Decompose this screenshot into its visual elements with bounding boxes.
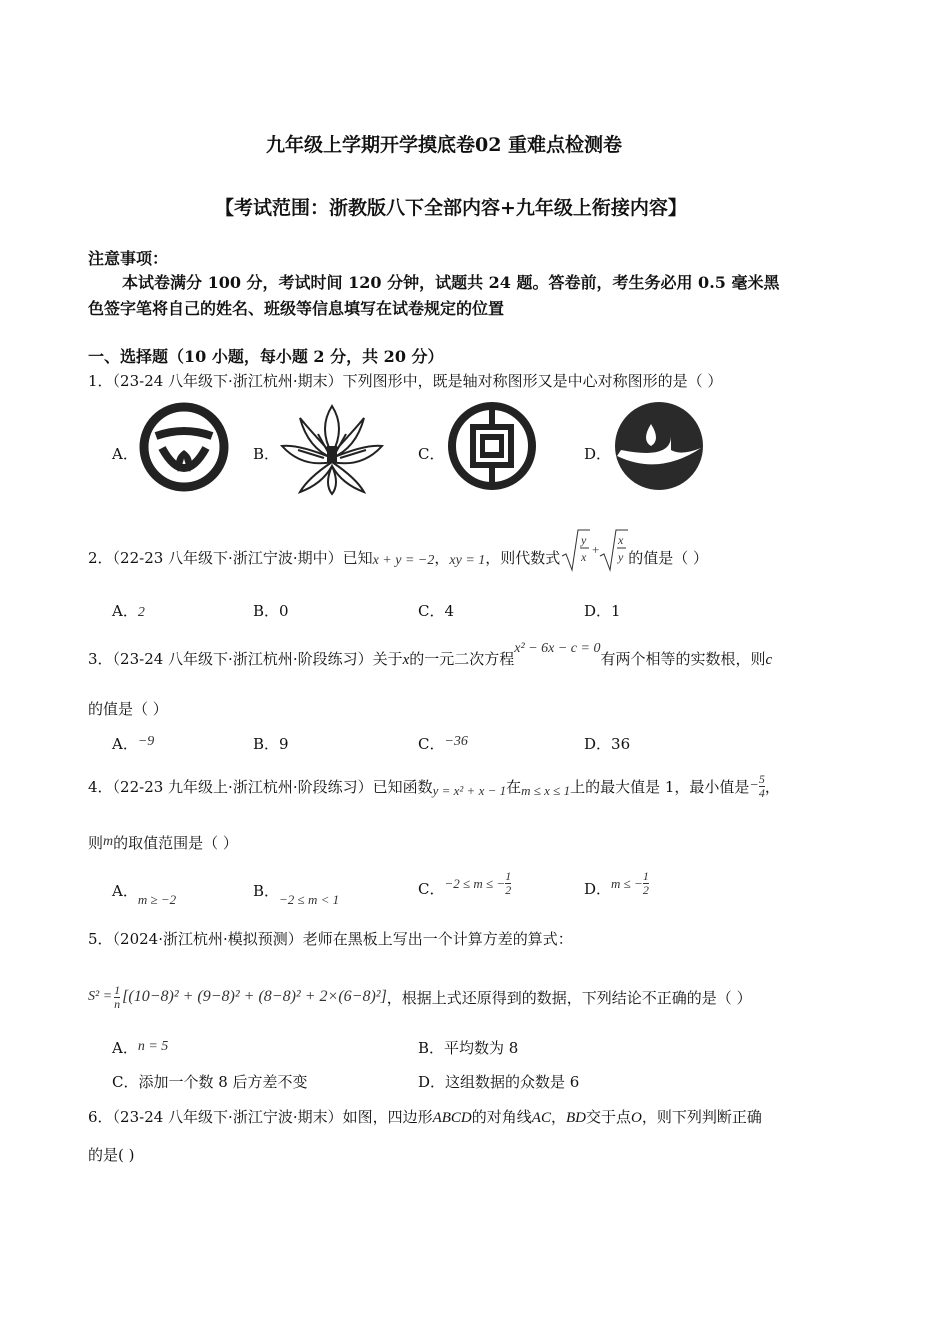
question-6-line bbox=[88, 1106, 762, 1127]
q4-option-b-value: −2 ≤ m < 1 bbox=[279, 892, 340, 907]
q5-formula-body: [(10−8)² + (9−8)² + (8−8)² + 2×(6−8)²] bbox=[122, 988, 387, 1005]
notice-line-1: 本试卷满分 100 分，考试时间 120 分钟，试题共 24 题。答卷前，考生务必用 0.5 毫米黑 bbox=[122, 273, 780, 292]
q4-in: 在 bbox=[506, 777, 522, 796]
q4-end: ， bbox=[764, 777, 780, 796]
q5-option-c: C．添加一个数 8 后方差不变 bbox=[112, 1073, 308, 1091]
q1-option-b-label: B． bbox=[253, 445, 280, 463]
bank-logo-icon bbox=[445, 400, 539, 492]
q2-option-d: D．1 bbox=[584, 602, 621, 620]
q3-line-2: 的值是（ ） bbox=[88, 700, 168, 718]
q4-option-a bbox=[112, 880, 177, 907]
q3-option-c-value: −36 bbox=[444, 734, 468, 749]
q6-bd: BD bbox=[565, 1110, 586, 1126]
q4-line2-b: 的取值范围是（ ） bbox=[113, 834, 238, 852]
q5-option-d: D．这组数据的众数是 6 bbox=[418, 1073, 580, 1091]
q3-option-a bbox=[112, 733, 154, 754]
q1-option-d-label: D． bbox=[584, 445, 612, 463]
q4-range: m ≤ x ≤ 1 bbox=[521, 783, 571, 798]
notice-line-2: 色签字笔将自己的姓名、班级等信息填写在试卷规定的位置 bbox=[88, 299, 505, 318]
q4-min-den: 4 bbox=[758, 785, 765, 800]
q4-c-num: 1 bbox=[505, 869, 512, 883]
question-3-line bbox=[88, 641, 773, 669]
q5-formula-lhs: S² = bbox=[88, 989, 113, 1004]
q4-option-c-label: C． bbox=[418, 880, 445, 898]
q4-c-den: 2 bbox=[505, 883, 512, 897]
svg-text:y: y bbox=[618, 550, 624, 564]
q2-option-c: C．4 bbox=[418, 602, 455, 620]
logo-a-icon bbox=[138, 402, 230, 492]
q4-option-d-label: D． bbox=[584, 880, 612, 898]
lotus-icon bbox=[278, 398, 386, 496]
q4-option-d-value: m ≤ − bbox=[611, 875, 643, 891]
q2-sqrt-expression bbox=[560, 526, 628, 574]
q4-min-sign: − bbox=[749, 778, 759, 793]
q3-var-c: c bbox=[765, 652, 773, 668]
q6-abcd: ABCD bbox=[432, 1110, 472, 1126]
q2-option-a-label: A． bbox=[112, 602, 138, 620]
q4-d-den: 2 bbox=[642, 883, 649, 897]
q3-option-a-label: A． bbox=[112, 735, 138, 753]
q3-equation: x² − 6x − c = 0 bbox=[514, 641, 601, 656]
q6-mid1: 的对角线 bbox=[471, 1108, 532, 1126]
q3-prefix: 3．（23-24 八年级下·浙江杭州·阶段练习）关于 bbox=[88, 650, 403, 668]
q4-option-a-value: m ≥ −2 bbox=[137, 892, 177, 907]
q5-option-a-value: n = 5 bbox=[137, 1039, 169, 1054]
drop-logo-icon bbox=[611, 400, 707, 492]
page-subtitle: 【考试范围：浙教版八下全部内容+九年级上衔接内容】 bbox=[215, 197, 687, 219]
q6-ac: AC bbox=[531, 1110, 551, 1126]
q2-option-b: B．0 bbox=[253, 602, 289, 620]
q4-option-b-label: B． bbox=[253, 882, 280, 900]
q4-function: y = x² + x − 1 bbox=[432, 783, 507, 798]
q4-option-c bbox=[418, 868, 511, 899]
q2-option-a bbox=[112, 600, 145, 621]
q5-option-b: B．平均数为 8 bbox=[418, 1039, 519, 1057]
q3-var-x: x bbox=[402, 652, 410, 668]
svg-text:y: y bbox=[581, 533, 587, 547]
q5-after: ，根据上式还原得到的数据，下列结论不正确的是（ ） bbox=[386, 988, 752, 1007]
q3-suffix: 有两个相等的实数根，则 bbox=[600, 650, 766, 668]
q4-line-2 bbox=[88, 832, 238, 853]
svg-text:x: x bbox=[581, 550, 587, 564]
q5-option-a bbox=[112, 1037, 168, 1058]
q6-line-2: 的是( ) bbox=[88, 1146, 135, 1164]
q5-formula-fraction bbox=[114, 984, 120, 1011]
q6-suffix: ，则下列判断正确 bbox=[641, 1108, 762, 1126]
q4-mid: 上的最大值是 1，最小值是 bbox=[570, 777, 750, 796]
q6-prefix: 6．（23-24 八年级下·浙江宁波·期末）如图，四边形 bbox=[88, 1108, 433, 1126]
q2-mid: ，则代数式 bbox=[485, 548, 561, 567]
q5-option-a-label: A． bbox=[112, 1039, 138, 1057]
q3-option-d: D．36 bbox=[584, 735, 631, 753]
q4-line2-a: 则 bbox=[88, 834, 104, 852]
q2-prefix: 2．（22-23 八年级下·浙江宁波·期中）已知 bbox=[88, 548, 373, 567]
q2-comma: ， bbox=[434, 548, 450, 567]
svg-text:+: + bbox=[592, 542, 600, 557]
q1-option-c-label: C． bbox=[418, 445, 445, 463]
q2-eq2: xy = 1 bbox=[449, 553, 486, 568]
question-4-line bbox=[88, 766, 780, 806]
q4-var-m: m bbox=[103, 834, 114, 849]
q4-option-a-label: A． bbox=[112, 882, 138, 900]
q2-eq1: x + y = −2 bbox=[372, 553, 435, 568]
q4-option-d-fraction bbox=[643, 870, 649, 897]
notice-heading: 注意事项： bbox=[88, 249, 169, 268]
q5-frac-den: n bbox=[114, 996, 121, 1011]
q4-option-b bbox=[253, 880, 340, 907]
q2-option-a-value: 2 bbox=[137, 605, 145, 620]
page-title: 九年级上学期开学摸底卷02 重难点检测卷 bbox=[266, 134, 623, 156]
q3-option-c bbox=[418, 733, 468, 754]
section-heading: 一、选择题（10 小题，每小题 2 分，共 20 分） bbox=[88, 347, 444, 366]
q4-option-c-value: −2 ≤ m ≤ − bbox=[444, 875, 506, 891]
q4-option-d bbox=[584, 868, 649, 899]
q4-min-num: 5 bbox=[758, 771, 765, 786]
q4-d-num: 1 bbox=[642, 869, 649, 883]
q2-suffix: 的值是（ ） bbox=[628, 548, 709, 567]
question-1-text: 1．（23-24 八年级下·浙江杭州·期末）下列图形中，既是轴对称图形又是中心对称图形的是（ ） bbox=[88, 372, 723, 390]
svg-text:x: x bbox=[618, 533, 624, 547]
q4-prefix: 4．（22-23 九年级上·浙江杭州·阶段练习）已知函数 bbox=[88, 777, 433, 796]
q6-mid2: 交于点 bbox=[585, 1108, 631, 1126]
q3-option-a-value: −9 bbox=[137, 734, 155, 749]
q5-formula-line bbox=[88, 975, 752, 1019]
q6-o: O bbox=[630, 1110, 642, 1126]
q4-option-c-fraction bbox=[505, 870, 511, 897]
q6-sep: ， bbox=[550, 1108, 566, 1126]
q3-mid: 的一元二次方程 bbox=[409, 650, 515, 668]
question-5-text: 5．（2024·浙江杭州·模拟预测）老师在黑板上写出一个计算方差的算式： bbox=[88, 930, 573, 948]
q3-option-b: B．9 bbox=[253, 735, 289, 753]
q1-option-a-label: A． bbox=[112, 445, 138, 463]
q5-frac-num: 1 bbox=[114, 982, 121, 997]
question-2-line bbox=[88, 533, 709, 574]
q3-option-c-label: C． bbox=[418, 735, 445, 753]
